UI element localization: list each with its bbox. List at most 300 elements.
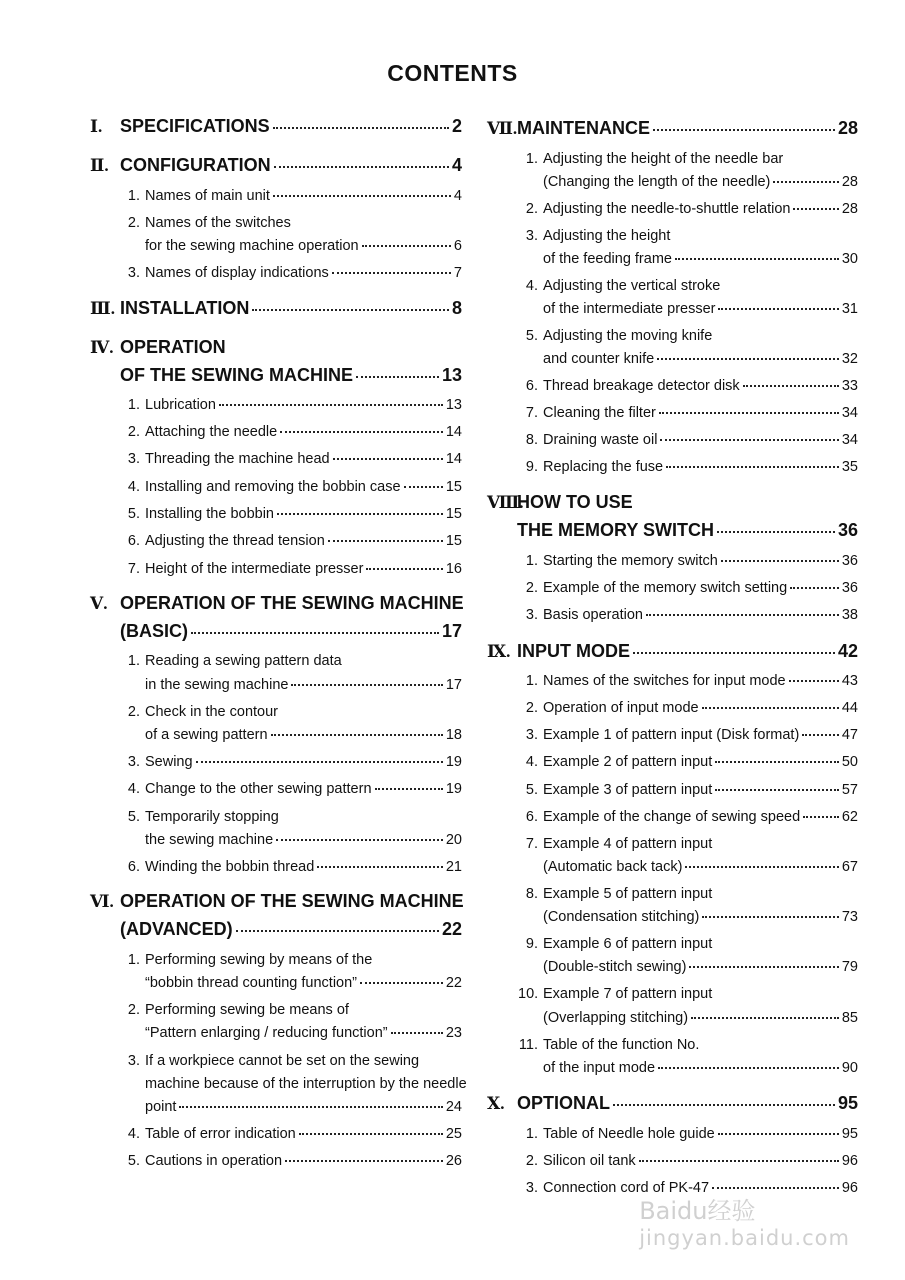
section-heading-s4-line1 [90, 337, 226, 358]
section-page: 22 [441, 919, 462, 939]
item-text: Adjusting the height [543, 228, 671, 244]
item-number: 3. [127, 754, 140, 770]
dot-leader [685, 866, 838, 868]
toc-item-line [518, 1037, 699, 1053]
watermark [639, 1191, 850, 1250]
dot-leader [191, 632, 439, 634]
dot-leader [793, 208, 838, 210]
toc-item [120, 397, 462, 413]
item-text: (Changing the length of the needle) [543, 174, 771, 190]
section-number: Ⅶ. [487, 119, 518, 138]
item-page: 38 [841, 607, 858, 623]
dot-leader [252, 309, 449, 311]
item-text: Names of the switches [145, 215, 291, 231]
section-heading-s5 [90, 621, 462, 642]
section-label: OPERATION OF THE SEWING MACHINE [120, 891, 464, 911]
toc-item [120, 451, 462, 467]
item-text: “bobbin thread counting function” [145, 975, 358, 991]
item-text: Names of display indications [145, 265, 329, 281]
item-text: Temporarily stopping [145, 809, 279, 825]
toc-item [120, 781, 462, 797]
toc-item [120, 975, 462, 991]
dot-leader [715, 761, 839, 763]
dot-leader [332, 272, 451, 274]
item-number: 3. [525, 228, 538, 244]
section-number: Ⅹ. [487, 1094, 505, 1113]
item-text: point [145, 1099, 177, 1115]
item-text: Names of the switches for input mode [543, 673, 786, 689]
item-number: 4. [525, 278, 538, 294]
section-label: (BASIC) [120, 621, 188, 641]
dot-leader [633, 652, 835, 654]
toc-item [518, 405, 858, 421]
dot-leader [789, 680, 839, 682]
item-page: 79 [841, 959, 858, 975]
item-page: 33 [841, 378, 858, 394]
toc-item [518, 174, 858, 190]
toc-item-line [120, 704, 278, 720]
item-text: Example of the change of sewing speed [543, 809, 801, 825]
item-number: 5. [525, 782, 538, 798]
dot-leader [718, 1133, 839, 1135]
item-page: 17 [445, 677, 462, 693]
item-page: 57 [841, 782, 858, 798]
dot-leader [333, 458, 443, 460]
item-number: 1. [127, 188, 140, 204]
item-number: 2. [127, 704, 140, 720]
toc-item [120, 506, 462, 522]
toc-item [120, 238, 462, 254]
dot-leader [391, 1032, 443, 1034]
toc-item [518, 251, 858, 267]
dot-leader [274, 166, 449, 168]
item-page: 16 [445, 561, 462, 577]
section-heading-s6-line1 [90, 891, 464, 912]
item-page: 34 [841, 432, 858, 448]
dot-leader [773, 181, 839, 183]
toc-item [518, 809, 858, 825]
section-number: Ⅱ. [90, 156, 109, 175]
dot-leader [273, 195, 451, 197]
dot-leader [666, 466, 839, 468]
toc-item [120, 832, 462, 848]
item-number: 2. [525, 580, 538, 596]
item-text: Cautions in operation [145, 1153, 283, 1169]
dot-leader [721, 560, 839, 562]
item-number: 8. [525, 432, 538, 448]
toc-item [518, 909, 858, 925]
section-number: Ⅸ. [487, 642, 511, 661]
item-number: 5. [525, 328, 538, 344]
item-text: Example 3 of pattern input [543, 782, 713, 798]
item-page: 32 [841, 351, 858, 367]
item-page: 95 [841, 1126, 858, 1142]
item-page: 43 [841, 673, 858, 689]
toc-item [518, 378, 858, 394]
toc-item-line [518, 151, 783, 167]
item-text: the sewing machine [145, 832, 274, 848]
toc-item [120, 859, 462, 875]
item-text: Adjusting the height of the needle bar [543, 151, 784, 167]
dot-leader [276, 839, 443, 841]
toc-item [120, 188, 462, 204]
item-text: Names of main unit [145, 188, 270, 204]
dot-leader [660, 439, 838, 441]
dot-leader [691, 1017, 839, 1019]
dot-leader [280, 431, 443, 433]
item-number: 3. [525, 1180, 538, 1196]
item-page: 19 [445, 754, 462, 770]
item-number: 3. [525, 727, 538, 743]
dot-leader [689, 966, 838, 968]
item-text: Winding the bobbin thread [145, 859, 315, 875]
section-label: THE MEMORY SWITCH [517, 520, 714, 540]
section-page: 17 [441, 621, 462, 641]
item-text: Adjusting the vertical stroke [543, 278, 721, 294]
toc-item [518, 301, 858, 317]
item-number: 1. [525, 1126, 538, 1142]
item-number: 2. [525, 1153, 538, 1169]
toc-item-line [120, 1053, 419, 1069]
section-page: 95 [837, 1093, 858, 1113]
item-number: 1. [127, 397, 140, 413]
dot-leader [790, 587, 839, 589]
section-heading-s5-line1 [90, 593, 464, 614]
section-page: 13 [441, 365, 462, 385]
toc-item-line [518, 986, 712, 1002]
item-page: 73 [841, 909, 858, 925]
item-number: 8. [525, 886, 538, 902]
item-page: 30 [841, 251, 858, 267]
dot-leader [613, 1104, 835, 1106]
dot-leader [404, 486, 443, 488]
toc-item-line [120, 809, 279, 825]
item-text: Adjusting the needle-to-shuttle relation [543, 201, 791, 217]
item-text: If a workpiece cannot be set on the sewing [145, 1053, 420, 1069]
section-heading-s6 [90, 919, 462, 940]
section-page: 8 [451, 298, 462, 318]
item-page: 19 [445, 781, 462, 797]
item-text: Silicon oil tank [543, 1153, 636, 1169]
item-number: 6. [127, 859, 140, 875]
item-number: 10. [518, 986, 539, 1002]
item-page: 67 [841, 859, 858, 875]
dot-leader [317, 866, 443, 868]
toc-item [518, 201, 858, 217]
section-label: (ADVANCED) [120, 919, 233, 939]
dot-leader [196, 761, 443, 763]
item-page: 26 [445, 1153, 462, 1169]
toc-item [518, 607, 858, 623]
item-text: Example 7 of pattern input [543, 986, 713, 1002]
toc-item [518, 673, 858, 689]
toc-item-line [518, 886, 712, 902]
item-page: 31 [841, 301, 858, 317]
item-text: Thread breakage detector disk [543, 378, 740, 394]
item-page: 6 [453, 238, 462, 254]
toc-item [518, 580, 858, 596]
dot-leader [277, 513, 443, 515]
item-page: 28 [841, 201, 858, 217]
toc-item [518, 754, 858, 770]
toc-item [518, 959, 858, 975]
dot-leader [715, 789, 839, 791]
toc-item [120, 727, 462, 743]
dot-leader [743, 385, 839, 387]
item-text: Table of Needle hole guide [543, 1126, 715, 1142]
item-page: 22 [445, 975, 462, 991]
item-page: 20 [445, 832, 462, 848]
section-heading-s4 [90, 365, 462, 386]
item-text: “Pattern enlarging / reducing function” [145, 1025, 388, 1041]
item-page: 96 [841, 1153, 858, 1169]
section-heading-s8 [487, 520, 858, 541]
item-text: (Condensation stitching) [543, 909, 700, 925]
toc-item-line [120, 653, 342, 669]
item-page: 50 [841, 754, 858, 770]
toc-item [120, 1025, 462, 1041]
dot-leader [291, 684, 442, 686]
item-text: Example 5 of pattern input [543, 886, 713, 902]
toc-item-line [518, 836, 712, 852]
item-text: Example 2 of pattern input [543, 754, 713, 770]
item-text: Threading the machine head [145, 451, 330, 467]
item-page: 15 [445, 479, 462, 495]
item-page: 35 [841, 459, 858, 475]
toc-item [518, 700, 858, 716]
item-text: Table of error indication [145, 1126, 296, 1142]
section-page: 4 [451, 155, 462, 175]
item-number: 2. [127, 1002, 140, 1018]
watermark-text: Baidu经验 [639, 1197, 756, 1225]
item-number: 7. [525, 836, 538, 852]
section-heading-s3 [90, 298, 462, 319]
dot-leader [285, 1160, 443, 1162]
item-number: 9. [525, 936, 538, 952]
toc-item [518, 859, 858, 875]
section-heading-s7 [487, 118, 858, 139]
item-page: 18 [445, 727, 462, 743]
toc-item-line [120, 952, 372, 968]
item-text: Height of the intermediate presser [145, 561, 364, 577]
section-label: INPUT MODE [517, 641, 631, 661]
item-page: 15 [445, 533, 462, 549]
toc-item [120, 424, 462, 440]
item-number: 1. [525, 151, 538, 167]
item-text: Basis operation [543, 607, 643, 623]
toc-item-line [120, 215, 291, 231]
item-text: Draining waste oil [543, 432, 658, 448]
dot-leader [802, 734, 839, 736]
item-text: Table of the function No. [543, 1037, 700, 1053]
toc-item [518, 782, 858, 798]
dot-leader [657, 358, 839, 360]
item-number: 1. [525, 553, 538, 569]
dot-leader [646, 614, 839, 616]
item-text: Adjusting the moving knife [543, 328, 713, 344]
toc-item-line [518, 228, 670, 244]
toc-item [120, 265, 462, 281]
item-page: 44 [841, 700, 858, 716]
section-label: SPECIFICATIONS [120, 116, 270, 136]
toc-item [518, 553, 858, 569]
section-label: HOW TO USE [517, 492, 633, 512]
item-number: 6. [525, 378, 538, 394]
toc-item-line [518, 936, 712, 952]
section-label: MAINTENANCE [517, 118, 650, 138]
item-text: for the sewing machine operation [145, 238, 359, 254]
section-number: Ⅲ. [90, 299, 115, 318]
item-number: 9. [525, 459, 538, 475]
item-page: 24 [445, 1099, 462, 1115]
item-page: 7 [453, 265, 462, 281]
toc-item [518, 351, 858, 367]
toc-item [120, 561, 462, 577]
dot-leader [219, 404, 443, 406]
item-page: 96 [841, 1180, 858, 1196]
item-number: 3. [127, 1053, 140, 1069]
toc-item-line: machine because of the interruption by the needle [145, 1076, 467, 1092]
section-label: INSTALLATION [120, 298, 250, 318]
item-number: 1. [127, 653, 140, 669]
item-number: 4. [127, 1126, 140, 1142]
item-page: 15 [445, 506, 462, 522]
section-heading-s2 [90, 155, 462, 176]
item-page: 85 [841, 1010, 858, 1026]
section-page: 28 [837, 118, 858, 138]
item-text: Example 4 of pattern input [543, 836, 713, 852]
item-page: 28 [841, 174, 858, 190]
toc-item [518, 1153, 858, 1169]
item-number: 5. [127, 809, 140, 825]
item-number: 4. [525, 754, 538, 770]
item-text: Example 1 of pattern input (Disk format) [543, 727, 800, 743]
toc-item [120, 677, 462, 693]
item-text: Starting the memory switch [543, 553, 718, 569]
dot-leader [375, 788, 443, 790]
item-number: 4. [127, 479, 140, 495]
item-number: 3. [127, 451, 140, 467]
item-text: (Automatic back tack) [543, 859, 683, 875]
section-label: OPERATION [120, 337, 226, 357]
item-text: Performing sewing by means of the [145, 952, 373, 968]
item-text: Check in the contour [145, 704, 278, 720]
dot-leader [653, 129, 835, 131]
item-number: 11. [518, 1037, 538, 1053]
item-text: Adjusting the thread tension [145, 533, 325, 549]
toc-item [120, 1153, 462, 1169]
dot-leader [702, 916, 838, 918]
dot-leader [658, 1067, 839, 1069]
item-text: of the intermediate presser [543, 301, 716, 317]
item-page: 14 [445, 451, 462, 467]
section-heading-s8-line1 [487, 492, 633, 513]
section-label: OPTIONAL [517, 1093, 610, 1113]
item-text: (Overlapping stitching) [543, 1010, 689, 1026]
section-number: Ⅳ. [90, 338, 114, 357]
item-number: 6. [525, 809, 538, 825]
section-label: OPERATION OF THE SEWING MACHINE [120, 593, 464, 613]
item-page: 4 [453, 188, 462, 204]
toc-item [120, 479, 462, 495]
item-number: 7. [127, 561, 140, 577]
item-text: Installing and removing the bobbin case [145, 479, 401, 495]
section-number: Ⅷ. [487, 493, 524, 512]
item-text: of a sewing pattern [145, 727, 268, 743]
section-number: Ⅴ. [90, 594, 108, 613]
dot-leader [659, 412, 839, 414]
dot-leader [273, 127, 449, 129]
toc-item [518, 727, 858, 743]
item-text: Change to the other sewing pattern [145, 781, 372, 797]
item-number: 1. [525, 673, 538, 689]
dot-leader [718, 308, 838, 310]
dot-leader [356, 376, 439, 378]
item-number: 5. [127, 506, 140, 522]
item-text: Lubrication [145, 397, 216, 413]
toc-item [518, 1126, 858, 1142]
toc-item [518, 1010, 858, 1026]
item-text: Operation of input mode [543, 700, 699, 716]
toc-item [120, 754, 462, 770]
toc-item [120, 1126, 462, 1142]
watermark-url: jingyan.baidu.com [639, 1226, 850, 1250]
dot-leader [360, 982, 443, 984]
section-label: CONFIGURATION [120, 155, 271, 175]
item-page: 62 [841, 809, 858, 825]
section-heading-s9 [487, 641, 858, 662]
item-text: and counter knife [543, 351, 655, 367]
dot-leader [236, 930, 439, 932]
item-page: 23 [445, 1025, 462, 1041]
item-text: Connection cord of PK-47 [543, 1180, 710, 1196]
item-text: Installing the bobbin [145, 506, 274, 522]
item-text: (Double-stitch sewing) [543, 959, 687, 975]
dot-leader [362, 245, 451, 247]
item-text: Example 6 of pattern input [543, 936, 713, 952]
toc-item [120, 533, 462, 549]
item-number: 2. [127, 215, 140, 231]
item-number: 3. [127, 265, 140, 281]
item-page: 36 [841, 580, 858, 596]
item-page: 13 [445, 397, 462, 413]
item-page: 47 [841, 727, 858, 743]
dot-leader [639, 1160, 839, 1162]
toc-item-line [518, 328, 712, 344]
section-page: 36 [837, 520, 858, 540]
item-text: Sewing [145, 754, 193, 770]
item-text: in the sewing machine [145, 677, 289, 693]
toc-item [518, 459, 858, 475]
item-page: 21 [445, 859, 462, 875]
toc-item-line [120, 1002, 349, 1018]
item-number: 6. [127, 533, 140, 549]
dot-leader [717, 531, 835, 533]
section-number: Ⅵ. [90, 892, 114, 911]
item-number: 2. [525, 201, 538, 217]
item-page: 36 [841, 553, 858, 569]
item-number: 2. [525, 700, 538, 716]
page-title: CONTENTS [387, 60, 518, 86]
dot-leader [299, 1133, 443, 1135]
item-text: Replacing the fuse [543, 459, 664, 475]
toc-item [120, 1099, 462, 1115]
item-number: 2. [127, 424, 140, 440]
item-text: of the input mode [543, 1060, 656, 1076]
item-number: 5. [127, 1153, 140, 1169]
dot-leader [803, 816, 839, 818]
section-page: 42 [837, 641, 858, 661]
